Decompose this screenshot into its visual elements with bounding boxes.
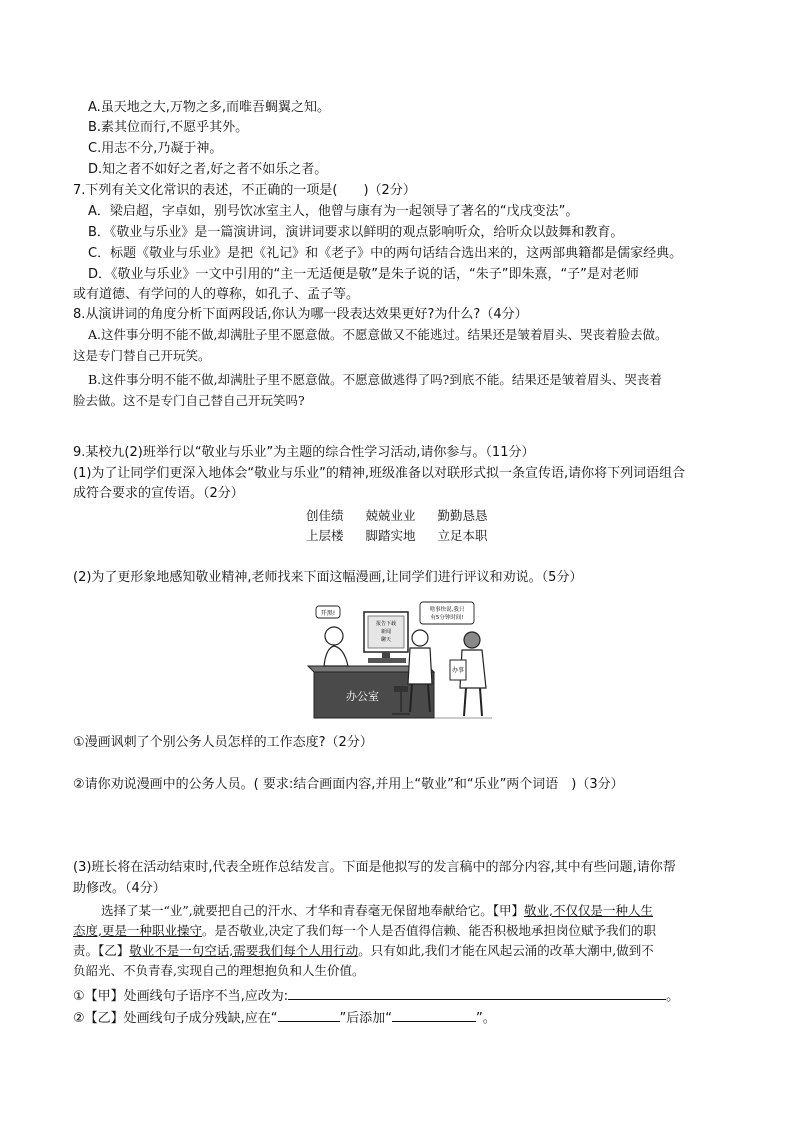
speech-bubble-2-line2: 有5分钟时间!: [430, 615, 464, 621]
q8-passage-b-line2: 脸去做。这不是专门自己替自己开玩笑吗?: [73, 393, 305, 408]
q9-part3-line1: (3)班长将在活动结束时,代表全班作总结发言。下面是他拟写的发言稿中的部分内容,其中有些问题,请你帮: [73, 860, 676, 875]
sentence-jia-part2: 态度,更是一种职业操守: [73, 923, 202, 938]
paper-label: 办事: [451, 667, 465, 674]
word-item: 上层楼: [306, 528, 344, 543]
screen-text-1: 报告下载: [375, 621, 397, 627]
q9-part1-line2: 成符合要求的宣传语。（2分）: [73, 486, 244, 501]
fix2-label: ②【乙】处画线句子成分残缺,应在“: [73, 1011, 278, 1026]
office-cartoon: [302, 600, 498, 726]
word-item: 创佳绩: [306, 508, 344, 523]
fix1-label: ①【甲】处画线句子语序不当,应改为:: [73, 989, 289, 1004]
seated-man-head: [325, 627, 343, 645]
speech-mid1: 。是否敬业,决定了我们每一个人是否值得信赖、能否积极地承担岗位赋予我们的职: [201, 923, 656, 938]
screen-text-2: 新闻: [380, 629, 392, 635]
speech-mid2: 责。【乙】: [73, 943, 130, 958]
fix2-position-blank[interactable]: [278, 1007, 340, 1022]
fix1-end: 。: [666, 989, 680, 1004]
q7-stem: 7.下列有关文化常识的表述，不正确的一项是( )（2分）: [73, 183, 416, 198]
q9-part2: (2)为了更形象地感知敬业精神,老师找来下面这幅漫画,让同学们进行评议和劝说。（5分）: [73, 570, 583, 585]
q8-stem: 8.从演讲词的角度分析下面两段话,你认为哪一段表达效果更好?为什么?（4分）: [73, 307, 528, 322]
word-item: 立足本职: [437, 528, 488, 543]
fix2-line: [73, 1007, 496, 1028]
fix1-answer-blank[interactable]: [288, 985, 666, 1000]
speech-line2: [73, 922, 656, 940]
visitor-head: [464, 632, 480, 648]
speech-bubble-2-line1: 啥事快说,我只: [429, 607, 465, 613]
q6-option-c: C.用志不分,乃凝于神。: [88, 141, 223, 156]
q7-option-d-line2: 或有道德、有学问的人的尊称，如孔子、孟子等。: [73, 287, 360, 302]
q9-sub1: ①漫画讽刺了个别公务人员怎样的工作态度?（2分）: [73, 735, 373, 750]
q7-option-c: C．标题《敬业与乐业》是把《礼记》和《老子》中的两句话结合选出来的，这两部典籍都是儒家经典。: [88, 246, 683, 261]
fix2-end: ”。: [476, 1011, 496, 1026]
q6-option-b: B.素其位而行,不愿乎其外。: [88, 120, 249, 135]
sentence-jia-part1: 敬业,不仅仅是一种人生: [524, 903, 653, 918]
q7-option-b: B．《敬业与乐业》是一篇演讲词，演讲词要求以鲜明的观点影响听众，给听众以鼓舞和教育。: [88, 225, 624, 240]
q9-sub2: ②请你劝说漫画中的公务人员。( 要求:结合画面内容,并用上“敬业”和“乐业”两个词语 )（3分）: [73, 777, 624, 792]
q6-option-a: A.虽天地之大,万物之多,而唯吾蜩翼之知。: [88, 100, 331, 115]
speech-line3: [73, 942, 654, 960]
word-bank-row1: [306, 506, 510, 526]
q7-option-d-line1: D．《敬业与乐业》一文中引用的“主一无适便是敬”是朱子说的话，“朱子”即朱熹，“子”是对老师: [88, 267, 639, 282]
word-item: 兢兢业业: [365, 508, 416, 523]
speech-line4: 负韶光、不负青春,实现自己的理想抱负和人生价值。: [73, 963, 365, 978]
q9-part1-line1: (1)为了让同学们更深入地体会“敬业与乐业”的精神,班级准备以对联形式拟一条宣传语,请你将下列词语组合: [73, 466, 686, 481]
q8-passage-a-line2: 这是专门替自己开玩笑。: [73, 348, 211, 363]
q7-option-a: A．梁启超，字卓如，别号饮冰室主人，他曾与康有为一起领导了著名的“戊戌变法”。: [88, 204, 579, 219]
sentence-yi: 敬业不是一句空话,需要我们每个人用行动: [129, 943, 359, 958]
fix2-addition-blank[interactable]: [392, 1007, 476, 1022]
screen-text-3: 聊天: [380, 637, 392, 643]
q9-part3-line2: 助修改。（4分）: [73, 881, 166, 896]
speech-bubble-1: 开黑!: [320, 610, 336, 617]
desk-label: 办公室: [346, 690, 379, 703]
q6-option-d: D.知之者不如好之者,好之者不如乐之者。: [88, 162, 328, 177]
speech-mid3: 。只有如此,我们才能在风起云涌的改革大潮中,做到不: [358, 943, 654, 958]
q8-passage-b-line1: B.这件事分明不能不做,却满肚子里不愿意做。不愿意做逃得了吗?到底不能。结果还是皱着眉头、哭丧着: [88, 372, 662, 387]
word-item: 脚踏实地: [365, 528, 416, 543]
word-item: 勤勤恳恳: [437, 508, 488, 523]
word-bank-row2: [306, 526, 510, 546]
q8-passage-a-line1: A.这件事分明不能不做,却满肚子里不愿意做。不愿意做又不能逃过。结果还是皱着眉头、哭丧着脸去做。: [88, 327, 668, 342]
fix1-line: [73, 985, 679, 1006]
speech-pre: 选择了某一“业”,就要把自己的汗水、才华和青春毫无保留地奉献给它。【甲】: [101, 903, 525, 918]
q9-stem: 9.某校九(2)班举行以“敬业与乐业”为主题的综合性学习活动,请你参与。（11分）: [73, 445, 535, 460]
fix2-mid: ”后添加“: [339, 1011, 393, 1026]
speech-line1: [101, 902, 653, 920]
standing-man-head: [412, 630, 428, 646]
